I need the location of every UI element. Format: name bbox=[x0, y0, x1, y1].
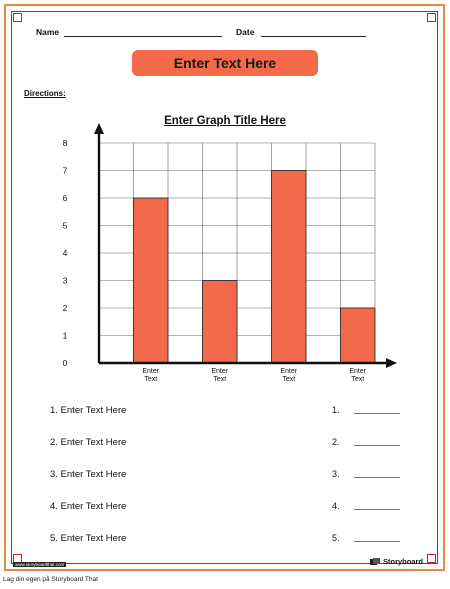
x-tick-label: Text bbox=[351, 376, 365, 383]
x-axis-arrow bbox=[386, 358, 397, 368]
y-tick-label: 2 bbox=[62, 303, 68, 313]
y-tick-label: 3 bbox=[62, 275, 68, 286]
y-tick-label: 7 bbox=[62, 165, 68, 176]
x-tick-label: Text bbox=[213, 376, 227, 383]
answer-line-5[interactable] bbox=[354, 541, 400, 542]
x-tick-label: Enter bbox=[349, 368, 367, 375]
answer-number-4: 4. bbox=[332, 501, 340, 511]
answer-line-4[interactable] bbox=[354, 509, 400, 510]
question-4: 4. Enter Text Here bbox=[50, 501, 127, 512]
bar bbox=[341, 308, 376, 363]
answer-number-1: 1. bbox=[332, 405, 340, 415]
y-tick-label: 4 bbox=[62, 248, 68, 258]
bar bbox=[203, 281, 238, 364]
worksheet-title[interactable]: Enter Text Here bbox=[132, 50, 318, 76]
answer-number-3: 3. bbox=[332, 469, 340, 479]
date-label: Date bbox=[236, 27, 255, 37]
storyboard-logo[interactable] bbox=[370, 557, 423, 566]
website-url[interactable]: www.storyboardthat.com bbox=[15, 562, 65, 567]
answer-line-2[interactable] bbox=[354, 445, 400, 446]
question-1: 1. Enter Text Here bbox=[50, 405, 127, 416]
name-label: Name bbox=[36, 27, 60, 37]
answer-line-1[interactable] bbox=[354, 413, 400, 414]
storyboard-brand: Storyboard bbox=[383, 557, 424, 566]
x-tick-label: Enter bbox=[280, 368, 298, 375]
question-2: 2. Enter Text Here bbox=[50, 437, 127, 448]
y-tick-label: 1 bbox=[62, 330, 68, 341]
y-tick-label: 8 bbox=[62, 138, 68, 148]
directions-label: Directions: bbox=[24, 89, 66, 98]
x-tick-label: Enter bbox=[142, 368, 160, 375]
y-tick-label: 5 bbox=[62, 220, 68, 231]
storyboard-icon bbox=[370, 558, 380, 566]
bar bbox=[272, 171, 307, 364]
footer-credit[interactable]: Lag din egen på Storyboard That bbox=[3, 576, 98, 583]
bar bbox=[134, 198, 169, 363]
y-tick-label: 6 bbox=[62, 193, 68, 203]
question-3: 3. Enter Text Here bbox=[50, 469, 127, 480]
y-axis-arrow bbox=[94, 123, 104, 134]
y-tick-label: 0 bbox=[62, 358, 68, 368]
question-5: 5. Enter Text Here bbox=[50, 533, 127, 544]
x-tick-label: Text bbox=[144, 376, 158, 383]
answer-number-2: 2. bbox=[332, 437, 340, 447]
corner-marker bbox=[427, 554, 436, 563]
graph-title[interactable]: Enter Graph Title Here bbox=[164, 115, 286, 127]
x-tick-label: Enter bbox=[211, 368, 229, 375]
x-tick-label: Text bbox=[282, 376, 296, 383]
answer-number-5: 5. bbox=[332, 533, 340, 543]
answer-line-3[interactable] bbox=[354, 477, 400, 478]
